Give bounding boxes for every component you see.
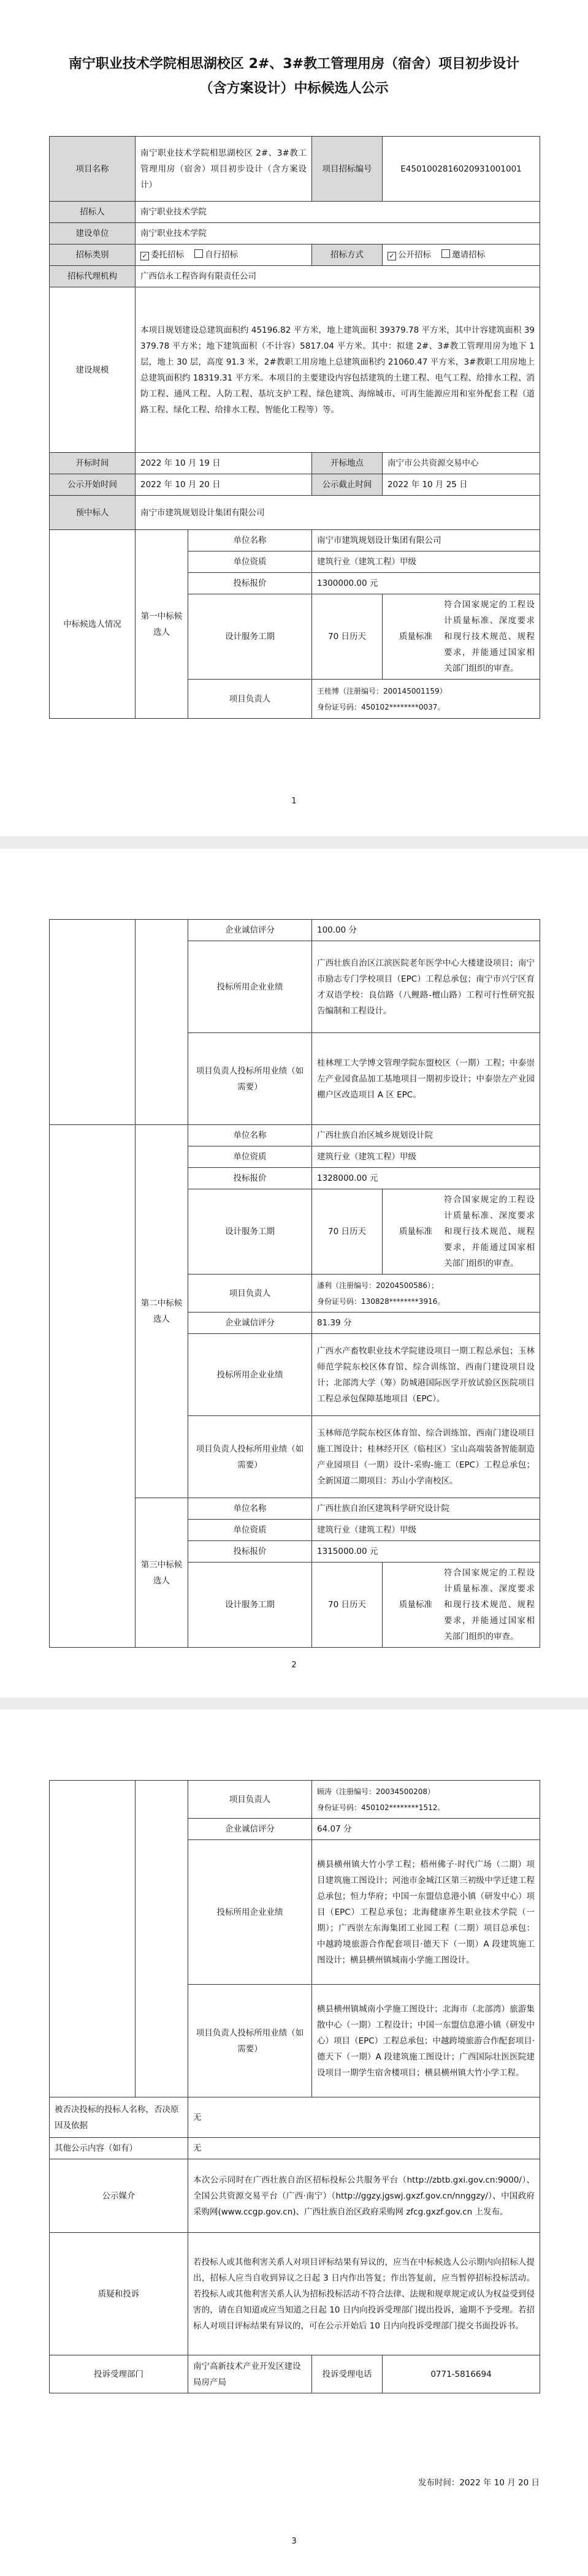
candidate-3-company-perf-label: 投标所用企业业绩 — [188, 1840, 312, 1985]
page-3 — [0, 1710, 588, 2576]
tender-method-options — [383, 244, 540, 266]
candidate-2-period-label: 设计服务工期 — [188, 1189, 312, 1275]
candidate-1-credit-value: 100.00 分 — [312, 920, 540, 941]
tender-type-options — [136, 244, 312, 266]
complaint-phone-value: 0771-5816694 — [383, 2355, 540, 2393]
open-time-value: 2022 年 10 月 19 日 — [136, 453, 312, 474]
candidate-1-period-value: 70 日历天 — [312, 594, 383, 680]
candidate-2-leader-cert: 身份证号码：130828********3916。 — [317, 1297, 445, 1306]
unchecked-box-icon — [194, 249, 203, 258]
candidate-1-leader-name: 王桂博（注册编号：200145001159） — [317, 686, 447, 695]
candidate-2-qual-value: 建筑行业（建筑工程）甲级 — [312, 1146, 540, 1168]
page-number: 1 — [291, 797, 297, 806]
candidate-2-quality-value: 符合国家规定的工程设计质量标准、深度要求和现行技术规范、规程要求，并能通过国家相关部门组织的审查。 — [444, 1195, 535, 1268]
rejected-label: 被否决投标的投标人名称，否决原因及依据 — [50, 2097, 188, 2138]
rejected-value: 无 — [188, 2097, 540, 2138]
candidate-3-credit-value: 64.07 分 — [312, 1819, 540, 1840]
tender-method-label: 招标方式 — [312, 244, 383, 266]
tender-type-label: 招标类别 — [50, 244, 136, 266]
tenderer-label: 招标人 — [50, 202, 136, 223]
complaint-phone-label: 投诉受理电话 — [312, 2355, 383, 2393]
candidate-3-period-label: 设计服务工期 — [188, 1563, 312, 1648]
pub-start-value: 2022 年 10 月 20 日 — [136, 474, 312, 496]
checked-box-icon: ✓ — [388, 252, 396, 260]
tender-method-option-invite: 邀请招标 — [452, 250, 486, 260]
candidate-2-price-value: 1328000.00 元 — [312, 1168, 540, 1189]
candidate-1-rank: 第一中标候选人 — [136, 530, 188, 719]
tenderer-value: 南宁职业技术学院 — [136, 202, 540, 223]
tender-type-option-self: 自行招标 — [205, 250, 239, 260]
candidate-3-rank-continued — [136, 1781, 188, 2097]
candidates-section-label: 中标候选人情况 — [50, 530, 136, 719]
announcement-table-part-3 — [49, 1780, 540, 2393]
candidate-2-unit-value: 广西壮族自治区城乡规划设计院 — [312, 1125, 540, 1146]
tender-no-value: E4501002816020931001001 — [383, 137, 540, 202]
publish-date: 发布时间：2022 年 10 月 20 日 — [418, 2478, 540, 2488]
candidate-2-period-value: 70 日历天 — [312, 1189, 383, 1275]
tender-type-option-entrusted: 委托招标 — [151, 250, 184, 260]
complaint-dept-value: 南宁高新技术产业开发区建设局房产局 — [188, 2355, 312, 2393]
candidate-3-leader-perf-value: 横县横州镇城南小学施工图设计；北海市（北部湾）旅游集散中心（一期）工程设计；中国一东盟信息港小镇（研发中心）项目（EPC）工程总承包；中越跨境旅游合作配套项目·德天下（一期）A 段建筑施工图设计；广西国际壮医医院建设项目一期学生宿舍楼项目；横县横州镇大竹小学工程。 — [312, 1985, 540, 2097]
checked-box-icon: ✓ — [140, 252, 149, 260]
candidate-3-leader-label: 项目负责人 — [188, 1781, 312, 1819]
tender-method-option-open: 公开招标 — [398, 250, 432, 260]
candidate-3-price-value: 1315000.00 元 — [312, 1541, 540, 1563]
candidate-1-qual-label: 单位资质 — [188, 551, 312, 573]
scale-label: 建设规模 — [50, 287, 136, 453]
candidate-3-quality-value: 符合国家规定的工程设计质量标准、深度要求和现行技术规范、规程要求，并能通过国家相关部门组织的审查。 — [444, 1568, 535, 1642]
construction-unit-label: 建设单位 — [50, 223, 136, 244]
pub-start-label: 公示开始时间 — [50, 474, 136, 496]
tender-no-label: 项目招标编号 — [312, 137, 383, 202]
candidate-1-company-perf-label: 投标所用企业业绩 — [188, 941, 312, 1033]
candidate-1-leader-cert: 身份证号码：450102********0037。 — [317, 702, 445, 711]
candidate-2-rank: 第二中标候选人 — [136, 1125, 188, 1498]
complaint-label: 质疑和投诉 — [50, 2233, 188, 2355]
candidate-1-quality — [383, 594, 540, 680]
candidate-3-leader-value — [312, 1781, 540, 1819]
candidate-2-leader-value — [312, 1275, 540, 1313]
announcement-table-part-2 — [49, 919, 540, 1648]
candidate-3-unit-label: 单位名称 — [188, 1498, 312, 1520]
candidate-1-price-label: 投标报价 — [188, 573, 312, 594]
candidate-1-leader-label: 项目负责人 — [188, 680, 312, 719]
unchecked-box-icon — [441, 249, 450, 258]
candidate-2-company-perf-value: 广西水产畜牧职业技术学院建设项目一期工程总承包；玉林师范学院东校区体育馆、综合训练馆、西南门建设项目设计；北部湾大学（筹）防城港国际医学开放试验区医院项目工程总承包保障基地项目（EPC）。 — [312, 1334, 540, 1416]
announcement-table-part-1 — [49, 136, 540, 719]
candidate-2-company-perf-label: 投标所用企业业绩 — [188, 1334, 312, 1416]
open-place-value: 南宁市公共资源交易中心 — [383, 453, 540, 474]
candidate-2-leader-label: 项目负责人 — [188, 1275, 312, 1313]
candidate-2-unit-label: 单位名称 — [188, 1125, 312, 1146]
candidate-3-quality-label: 质量标准 — [399, 1600, 432, 1610]
complaint-value: 若投标人或其他利害关系人对项目评标结果有异议的，应当在中标候选人公示期内向招标人提出，招标人应当自收到异议之日起 3 日内作出答复；作出答复前，应当暂停招标投标活动。若投标人或其他利害关系人认为招标投标活动不符合法律、法规和规章规定或认为权益受到侵害的，请在自知道或应当知道之日起 10 日内向投诉受理部门提出投诉，逾期不予受理。若招标人对项目评标结果有异议的，可在公示开始后 10 日内向投诉受理部门提交书面投诉书。 — [188, 2233, 540, 2355]
candidate-3-qual-label: 单位资质 — [188, 1520, 312, 1541]
agency-value: 广西信永工程咨询有限责任公司 — [136, 266, 540, 287]
agency-label: 招标代理机构 — [50, 266, 136, 287]
winner-value: 南宁市建筑规划设计集团有限公司 — [136, 496, 540, 530]
candidate-2-price-label: 投标报价 — [188, 1168, 312, 1189]
candidate-3-credit-label: 企业诚信评分 — [188, 1819, 312, 1840]
page-number: 2 — [291, 1661, 297, 1670]
candidate-2-leader-name: 潘利（注册编号：20204500586）； — [317, 1281, 438, 1290]
candidate-3-period-value: 70 日历天 — [312, 1563, 383, 1648]
candidate-1-unit-label: 单位名称 — [188, 530, 312, 551]
page-1 — [0, 0, 588, 836]
candidate-1-company-perf-value: 广西壮族自治区江滨医院老年医学中心大楼建设项目；南宁市励志专门学校项目（EPC）工程总承包；南宁市兴宁区育才双语学校：良信路（八鲤路-檀山路）工程可行性研究报告编制和工程设计。 — [312, 941, 540, 1033]
candidate-2-quality — [383, 1189, 540, 1275]
candidate-1-price-value: 1300000.00 元 — [312, 573, 540, 594]
candidate-1-quality-value: 符合国家规定的工程设计质量标准、深度要求和现行技术规范、规程要求，并能通过国家相关部门组织的审查。 — [444, 600, 535, 673]
pub-end-value: 2022 年 10 月 25 日 — [383, 474, 540, 496]
complaint-dept-label: 投诉受理部门 — [50, 2355, 188, 2393]
candidate-2-leader-perf-label: 项目负责人投标所用业绩（如需要） — [188, 1416, 312, 1498]
candidate-3-unit-value: 广西壮族自治区建筑科学研究设计院 — [312, 1498, 540, 1520]
candidate-2-quality-label: 质量标准 — [399, 1227, 432, 1237]
candidate-1-leader-value — [312, 680, 540, 719]
document-title-line-2: （含方案设计）中标候选人公示 — [199, 81, 389, 96]
candidate-3-price-label: 投标报价 — [188, 1541, 312, 1563]
document-title-line-1: 南宁职业技术学院相思湖校区 2#、3#教工管理用房（宿舍）项目初步设计 — [68, 56, 520, 72]
media-label: 公示媒介 — [50, 2159, 188, 2233]
project-name-value: 南宁职业技术学院相思湖校区 2#、3#教工管理用房（宿舍）项目初步设计（含方案设计） — [136, 137, 312, 202]
media-value: 本次公示同时在广西壮族自治区招标投标公共服务平台（http://zbtb.gxi.gov.cn:9000/）、全国公共资源交易平台（广西·南宁）（http://ggzy.jgswj.gxzf.gov.cn/nnggzy/）、中国政府采购网(www.ccgp.gov.cn)、广西壮族自治区政府采购网 zfcg.gxzf.gov.cn 上发布。 — [188, 2159, 540, 2233]
candidate-3-quality — [383, 1563, 540, 1648]
candidates-section-continued — [50, 1781, 136, 2097]
candidate-1-quality-label: 质量标准 — [399, 632, 433, 642]
candidates-section-continued — [50, 1125, 136, 1648]
scale-value: 本项目规划建设总建筑面积约 45196.82 平方米，地上建筑面积 39379.78 平方米，其中计容建筑面积 39379.78 平方米；地下建筑面积（不计容）5817.04 平方米。其中：拟建 2#、3#教工管理用房为地下 1 层，地上 30 层，高度 91.3 米，2#教职工用房地上总建筑面积约 21060.47 平方米，3#教职工用房地上总建筑面积约 18319.31 平方米。本项目的主要建设内容包括建筑的土建工程、电气工程、给排水工程、消防工程、通风工程、人防工程、基坑支护工程、绿色建筑、海绵城市、可再生能源应用和室外配套工程（道路工程、绿化工程、给排水工程、智能化工程等）等。 — [136, 287, 540, 453]
candidate-1-leader-perf-label: 项目负责人投标所用业绩（如需要） — [188, 1033, 312, 1125]
candidate-2-qual-label: 单位资质 — [188, 1146, 312, 1168]
candidate-3-rank: 第三中标候选人 — [136, 1498, 188, 1648]
construction-unit-value: 南宁职业技术学院 — [136, 223, 540, 244]
open-time-label: 开标时间 — [50, 453, 136, 474]
other-label: 其他公示内容（如有） — [50, 2138, 188, 2159]
candidate-3-qual-value: 建筑行业（建筑工程）甲级 — [312, 1520, 540, 1541]
candidate-3-leader-cert: 身份证号码：450102********1512。 — [317, 1803, 445, 1812]
candidate-3-leader-perf-label: 项目负责人投标所用业绩（如需要） — [188, 1985, 312, 2097]
candidate-1-credit-label: 企业诚信评分 — [188, 920, 312, 941]
candidate-1-leader-perf-value: 桂林理工大学博文管理学院东盟校区（一期）工程；中泰崇左产业园食品加工基地项目一期初步设计；中泰崇左产业园棚户区改造项目 A 区 EPC。 — [312, 1033, 540, 1125]
project-name-label: 项目名称 — [50, 137, 136, 202]
winner-label: 预中标人 — [50, 496, 136, 530]
pub-end-label: 公示截止时间 — [312, 474, 383, 496]
open-place-label: 开标地点 — [312, 453, 383, 474]
candidate-3-leader-name: 顾涛（注册编号：20034500208） — [317, 1787, 435, 1796]
candidate-3-company-perf-value: 横县横州镇大竹小学工程；梧州佛子·时代广场（二期）项目建筑施工图设计；河池市金城江区第三初级中学迁建工程总承包；恒力华府；中国一东盟信息港小镇（研发中心）项目（EPC）工程总承包；北海健康养生职业技术学院（一期）；广西崇左东海集团工业园工程（二期）项目总承包：中越跨境旅游合作配套项目·德天下（一期）A 段建筑施工图设计；横县横州镇城南小学施工图设计。 — [312, 1840, 540, 1985]
candidate-1-unit-value: 南宁市建筑规划设计集团有限公司 — [312, 530, 540, 551]
continued-rank-cell — [136, 920, 188, 1125]
page-number: 3 — [291, 2537, 297, 2546]
candidate-2-credit-label: 企业诚信评分 — [188, 1313, 312, 1334]
candidate-2-leader-perf-value: 玉林师范学院东校区体育馆、综合训练馆、西南门建设项目施工图设计；桂林经开区（临桂区）宝山高端装备智能制造产业园项目（一期）设计-采购-施工（EPC）工程总承包；全新国道二期项目：苏山小学南校区。 — [312, 1416, 540, 1498]
candidate-1-qual-value: 建筑行业（建筑工程）甲级 — [312, 551, 540, 573]
other-value: 无 — [188, 2138, 540, 2159]
page-2 — [0, 849, 588, 1697]
candidate-2-credit-value: 81.39 分 — [312, 1313, 540, 1334]
continued-section-cell — [50, 920, 136, 1125]
candidate-1-period-label: 设计服务工期 — [188, 594, 312, 680]
